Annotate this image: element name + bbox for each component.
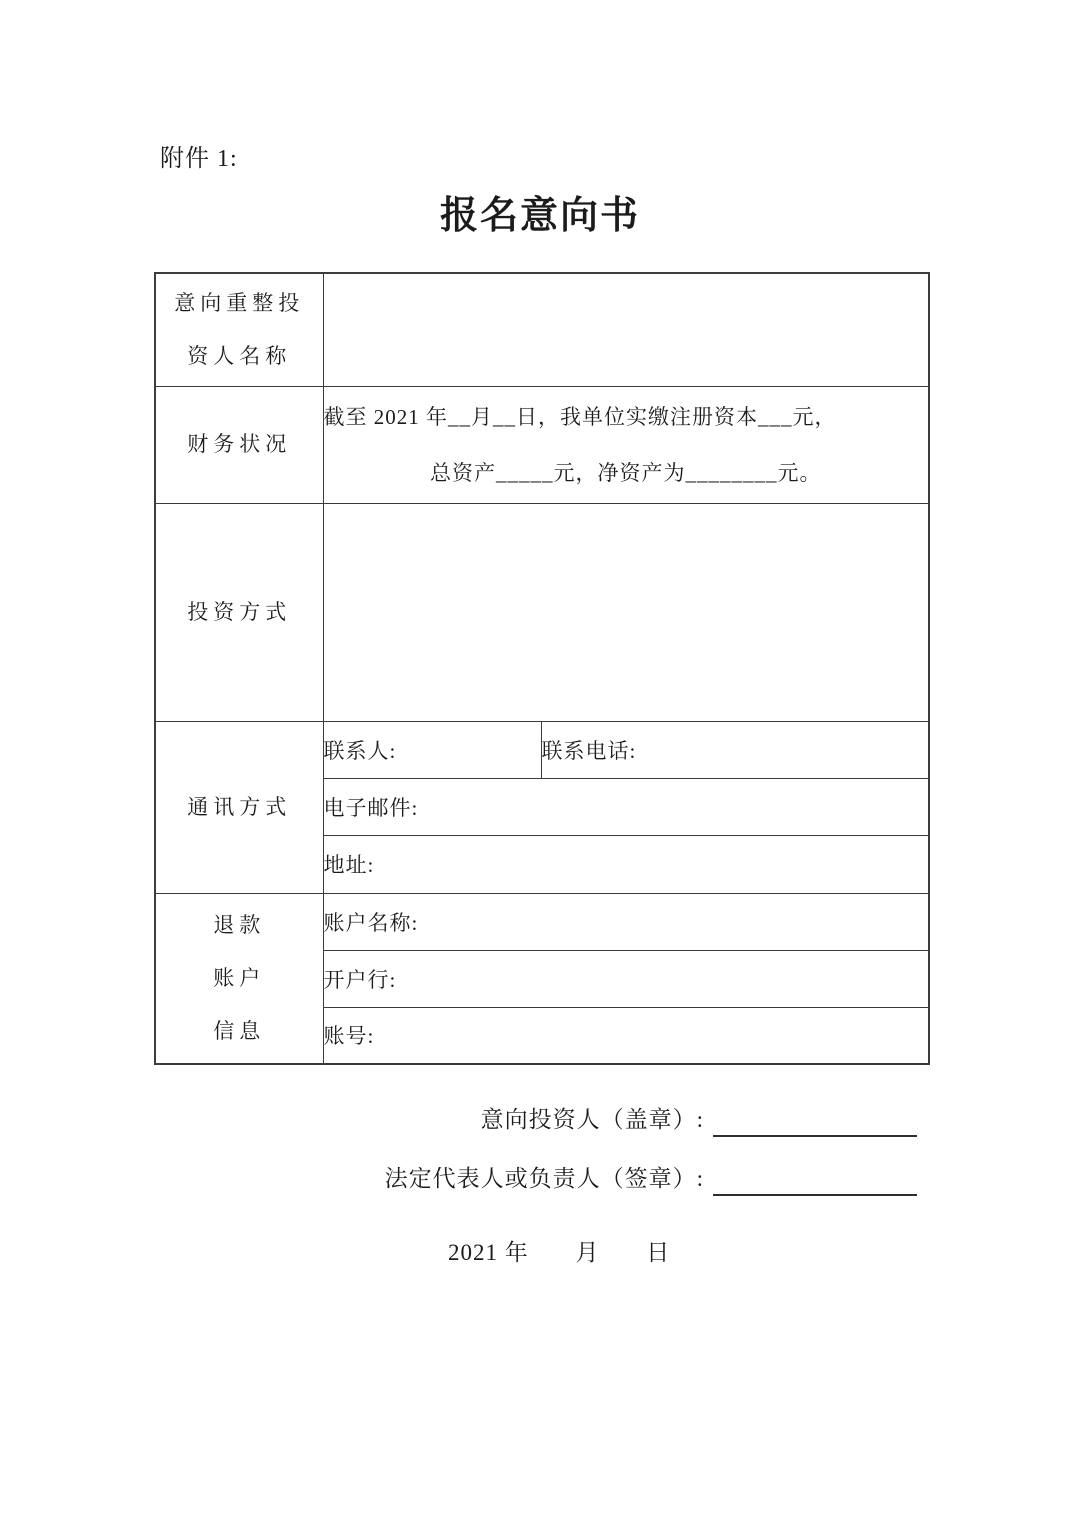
row-label-line: 账户 — [213, 965, 266, 990]
table-row — [155, 386, 929, 503]
investor-seal-signature-line — [0, 1103, 917, 1137]
investor-seal-blank-line — [713, 1105, 917, 1137]
row-label-line: 信息 — [213, 1018, 266, 1043]
row-label-investment-method — [155, 503, 323, 721]
row-label-line: 财务状况 — [187, 432, 292, 456]
email-cell: 电子邮件: — [323, 778, 929, 835]
date-day: 日 — [646, 1240, 671, 1265]
table-row — [155, 503, 929, 721]
financial-status-line-2: 总资产_____元，净资产为________元。 — [430, 460, 822, 485]
investor-name-value-cell — [323, 273, 929, 386]
row-label-communication — [155, 721, 323, 893]
row-label-line: 投资方式 — [187, 599, 292, 624]
address-cell: 地址: — [323, 835, 929, 893]
account-name-cell: 账户名称: — [323, 893, 929, 950]
table-row — [155, 893, 929, 950]
legal-representative-label: 法定代表人或负责人（签章）: — [384, 1166, 704, 1191]
investment-method-value-cell — [323, 503, 929, 721]
row-label-line: 资人名称 — [187, 343, 292, 368]
row-label-line: 退款 — [213, 912, 266, 937]
signature-date-line — [448, 1234, 670, 1267]
attachment-label: 附件 1: — [160, 146, 238, 172]
account-number-cell: 账号: — [323, 1007, 929, 1064]
legal-representative-blank-line — [713, 1164, 917, 1196]
contact-person-cell: 联系人: — [323, 721, 541, 778]
date-year: 2021 年 — [448, 1240, 529, 1265]
contact-phone-cell: 联系电话: — [541, 721, 929, 778]
table-row — [155, 721, 929, 778]
row-label-investor-name — [155, 273, 323, 386]
table-row — [155, 273, 929, 386]
legal-representative-signature-line — [0, 1162, 917, 1196]
financial-status-value-cell — [323, 386, 929, 503]
registration-form-table — [154, 272, 930, 1065]
date-month: 月 — [575, 1240, 600, 1265]
investor-seal-label: 意向投资人（盖章）: — [480, 1107, 704, 1132]
row-label-financial-status — [155, 386, 323, 503]
page-title: 报名意向书 — [439, 195, 640, 237]
bank-cell: 开户行: — [323, 950, 929, 1007]
row-label-refund-account — [155, 893, 323, 1064]
row-label-line: 通讯方式 — [187, 794, 292, 819]
financial-status-line-1: 截至 2021 年__月__日，我单位实缴注册资本___元， — [323, 404, 837, 429]
row-label-line: 意向重整投 — [174, 290, 305, 315]
